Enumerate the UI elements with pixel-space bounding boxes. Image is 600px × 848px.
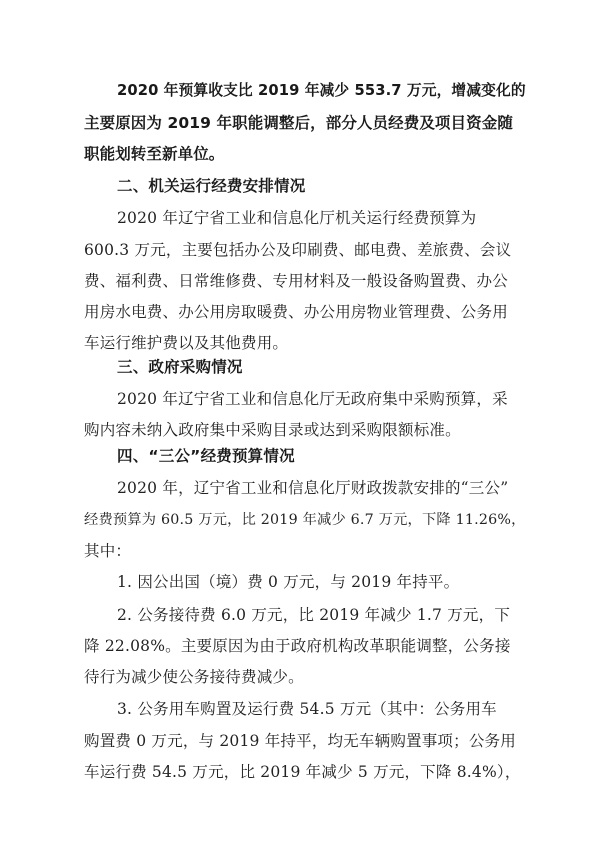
- section-2-heading: 二、机关运行经费安排情况: [117, 177, 306, 195]
- section-2-line-3: 费、福利费、日常维修费、专用材料及一般设备购置费、办公: [84, 272, 508, 290]
- item-1-line-1: 1. 因公出国（境）费 0 万元，与 2019 年持平。: [117, 573, 460, 591]
- section-4-heading: 四、“三公”经费预算情况: [117, 447, 295, 465]
- item-3-line-3: 车运行费 54.5 万元，比 2019 年减少 5 万元，下降 8.4%），: [84, 763, 521, 781]
- paragraph-1-line-2: 主要原因为 2019 年职能调整后，部分人员经费及项目资金随: [84, 114, 513, 132]
- item-2-line-3: 待行为减少使公务接待费减少。: [84, 668, 304, 686]
- section-2-line-5: 车运行维护费以及其他费用。: [84, 334, 289, 352]
- paragraph-1-line-1: 2020 年预算收支比 2019 年减少 553.7 万元，增减变化的: [117, 82, 526, 99]
- section-4-line-1: 2020 年，辽宁省工业和信息化厅财政拨款安排的“三公”: [117, 479, 509, 497]
- item-2-line-1: 2. 公务接待费 6.0 万元，比 2019 年减少 1.7 万元，下: [117, 606, 511, 624]
- section-3-heading: 三、政府采购情况: [117, 358, 243, 376]
- item-2-line-2: 降 22.08%。主要原因为由于政府机构改革职能调整，公务接: [84, 637, 511, 655]
- section-3-line-1: 2020 年辽宁省工业和信息化厅无政府集中采购预算，采: [117, 390, 508, 408]
- section-3-line-2: 购内容未纳入政府集中采购目录或达到采购限额标准。: [84, 421, 461, 439]
- section-2-line-2: 600.3 万元，主要包括办公及印刷费、邮电费、差旅费、会议: [84, 241, 512, 259]
- item-3-line-2: 购置费 0 万元，与 2019 年持平，均无车辆购置事项；公务用: [84, 732, 516, 750]
- item-3-line-1: 3. 公务用车购置及运行费 54.5 万元（其中：公务用车: [117, 700, 497, 718]
- section-4-line-2: 经费预算为 60.5 万元，比 2019 年减少 6.7 万元，下降 11.26%，: [84, 512, 526, 528]
- paragraph-1-line-3: 职能划转至新单位。: [84, 145, 225, 163]
- section-2-line-1: 2020 年辽宁省工业和信息化厅机关运行经费预算为: [117, 209, 477, 227]
- section-4-line-3: 其中：: [84, 542, 132, 560]
- section-2-line-4: 用房水电费、办公用房取暖费、办公用房物业管理费、公务用: [84, 303, 508, 321]
